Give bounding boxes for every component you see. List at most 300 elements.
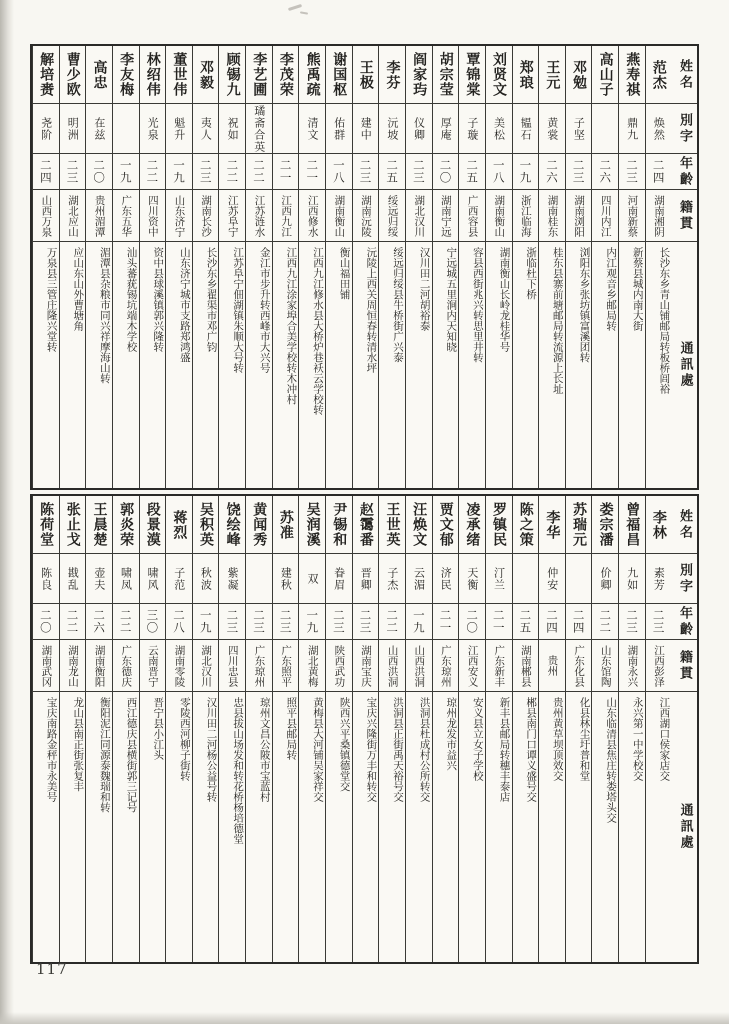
- header-native: 籍貫: [671, 640, 697, 692]
- person-name: 董世伟: [166, 46, 192, 104]
- person-native: 山西万泉: [33, 190, 59, 242]
- person-alias: 佑群: [326, 104, 352, 154]
- person-age: 二二: [592, 604, 618, 640]
- person-alias: 子杰: [379, 554, 405, 604]
- person-alias: 子范: [166, 554, 192, 604]
- person-column-1: [645, 46, 672, 488]
- person-alias: 云湄: [406, 554, 432, 604]
- person-alias: [592, 104, 618, 154]
- person-alias: 光泉: [140, 104, 166, 154]
- person-age: 二五: [513, 604, 539, 640]
- person-column-14: [298, 46, 325, 488]
- person-age: 二二: [60, 604, 86, 640]
- person-column-23: [59, 46, 86, 488]
- person-alias: 建中: [353, 104, 379, 154]
- person-name: 郭炎荣: [113, 496, 139, 554]
- person-age: 二一: [299, 154, 325, 190]
- person-native: 湖南永兴: [619, 640, 645, 692]
- person-address: 汉川田二河杨公益号转: [205, 697, 218, 802]
- person-native: 湖南长沙: [193, 190, 219, 242]
- person-native: 广东琼州: [246, 640, 272, 692]
- person-name: 赵霭番: [353, 496, 379, 554]
- person-column-4: [565, 46, 592, 488]
- person-address: 内江观音乡邮局转: [605, 247, 618, 331]
- person-alias: 天衡: [459, 554, 485, 604]
- directory-table-top: [30, 44, 699, 490]
- person-name: 陈之策: [513, 496, 539, 554]
- person-column-7: [485, 496, 512, 962]
- person-address: 江苏阜宁佃湖镇朱顺大号转: [232, 247, 245, 373]
- header-address: 通訊處: [677, 803, 693, 851]
- person-alias: 韫石: [513, 104, 539, 154]
- person-age: 一九: [193, 604, 219, 640]
- person-native: 江西安义: [459, 640, 485, 692]
- person-native: 河南新蔡: [619, 190, 645, 242]
- person-age: 三〇: [140, 604, 166, 640]
- person-address: 新蔡县城内南大街: [631, 247, 644, 331]
- person-name: 李华: [539, 496, 565, 554]
- person-address: 长沙东乡翟渠市邓广钧: [205, 247, 218, 352]
- person-name: 顾锡九: [219, 46, 245, 104]
- person-column-10: [405, 496, 432, 962]
- person-name: 饶绘峰: [219, 496, 245, 554]
- person-age: 一九: [299, 604, 325, 640]
- person-native: 广东新丰: [486, 640, 512, 692]
- person-alias: 价卿: [592, 554, 618, 604]
- person-address: 忠县拔山场发和转花桥杨培德堂: [232, 697, 245, 844]
- person-age: 二四: [33, 154, 59, 190]
- person-native: 广东琼州: [433, 640, 459, 692]
- person-native: 四川忠县: [219, 640, 245, 692]
- person-column-17: [218, 496, 245, 962]
- person-name: 曹少欧: [60, 46, 86, 104]
- person-native: 四川内江: [592, 190, 618, 242]
- person-native: 山东济宁: [166, 190, 192, 242]
- person-alias: 汀兰: [486, 554, 512, 604]
- person-age: 二四: [539, 604, 565, 640]
- person-native: 陕西武功: [326, 640, 352, 692]
- person-name: 李林: [646, 496, 672, 554]
- person-age: 二八: [166, 604, 192, 640]
- person-age: 二一: [433, 604, 459, 640]
- person-age: 二二: [219, 154, 245, 190]
- person-name: 谢国枢: [326, 46, 352, 104]
- person-age: 一九: [113, 154, 139, 190]
- person-age: 二三: [566, 154, 592, 190]
- person-age: 一八: [326, 154, 352, 190]
- person-address: 洪洞县杜成村公所转交: [418, 697, 431, 802]
- person-native: 湖北黄梅: [299, 640, 325, 692]
- person-age: 二一: [273, 154, 299, 190]
- person-address: 郴县南门口谭义盛号交: [525, 697, 538, 802]
- person-column-4: [565, 496, 592, 962]
- person-address: 江西九江涂家埠合美学校转木冲村: [285, 247, 298, 405]
- person-address: 长沙东乡青山铺邮局转板桥闾裕: [658, 247, 671, 394]
- person-alias: 厚庵: [433, 104, 459, 154]
- person-age: 二三: [326, 604, 352, 640]
- directory-table-bottom: [30, 494, 699, 964]
- person-column-16: [245, 46, 272, 488]
- person-column-18: [192, 46, 219, 488]
- person-age: 一九: [406, 604, 432, 640]
- person-name: 段景漠: [140, 496, 166, 554]
- person-column-19: [165, 46, 192, 488]
- person-name: 覃锦棠: [459, 46, 485, 104]
- person-alias: 仲安: [539, 554, 565, 604]
- person-column-21: [112, 46, 139, 488]
- person-alias: 黄裳: [539, 104, 565, 154]
- person-native: 广西容县: [459, 190, 485, 242]
- person-name: 尹锡和: [326, 496, 352, 554]
- person-name: 吴润溪: [299, 496, 325, 554]
- person-alias: 魁升: [166, 104, 192, 154]
- person-alias: 秋波: [193, 554, 219, 604]
- header-native: 籍貫: [671, 190, 697, 242]
- person-native: 湖南郴县: [513, 640, 539, 692]
- person-alias: 子璇: [459, 104, 485, 154]
- person-age: 二五: [459, 154, 485, 190]
- person-column-3: [591, 46, 618, 488]
- person-age: 二二: [140, 154, 166, 190]
- person-alias: 焕然: [646, 104, 672, 154]
- person-native: 江西彭泽: [646, 640, 672, 692]
- person-address: 衡阳泥江同源泰魏瑞和转: [98, 697, 111, 813]
- person-name: 娄宗潘: [592, 496, 618, 554]
- person-address: 江西九江修水县大桥炉巷袄云学校转: [312, 247, 325, 415]
- person-native: 湖南沅陵: [353, 190, 379, 242]
- person-alias: 美松: [486, 104, 512, 154]
- person-column-19: [165, 496, 192, 962]
- person-age: 二六: [86, 604, 112, 640]
- person-age: 二五: [379, 154, 405, 190]
- person-name: 邓勉: [566, 46, 592, 104]
- person-native: 湖南衡阳: [86, 640, 112, 692]
- person-address: 资中县球溪镇郭兴隆转: [152, 247, 165, 352]
- person-column-2: [618, 46, 645, 488]
- person-name: 王世英: [379, 496, 405, 554]
- person-age: 二三: [406, 154, 432, 190]
- person-column-1: [645, 496, 672, 962]
- person-address: 安义县立女子学校: [471, 697, 484, 781]
- person-native: 湖南桂东: [539, 190, 565, 242]
- person-age: 二二: [113, 604, 139, 640]
- person-address: 湖南衡山长岭龙桂华号: [498, 247, 511, 352]
- person-address: 永兴第一中学校交: [631, 697, 644, 781]
- person-native: 湖南宝庆: [353, 640, 379, 692]
- person-column-17: [218, 46, 245, 488]
- person-native: 广东五华: [113, 190, 139, 242]
- person-column-20: [139, 496, 166, 962]
- person-age: 二六: [592, 154, 618, 190]
- person-alias: 建秋: [273, 554, 299, 604]
- person-name: 陈荷堂: [33, 496, 59, 554]
- person-address: 沅陵上西关周恒春转清水坪: [365, 247, 378, 373]
- person-native: 湖北应山: [60, 190, 86, 242]
- person-native: 江西九江: [273, 190, 299, 242]
- person-name: 林绍伟: [140, 46, 166, 104]
- person-age: 二二: [379, 604, 405, 640]
- person-age: 二三: [193, 154, 219, 190]
- header-column: [671, 496, 697, 962]
- person-column-5: [538, 496, 565, 962]
- person-address: 浙临杜下桥: [525, 247, 538, 300]
- person-native: 湖南衡山: [326, 190, 352, 242]
- person-native: 江苏阜宁: [219, 190, 245, 242]
- person-column-6: [512, 46, 539, 488]
- person-address: 山东临清县焦庄转娄塔头交: [605, 697, 618, 823]
- person-column-5: [538, 46, 565, 488]
- person-name: 李友梅: [113, 46, 139, 104]
- scan-edge-left: [0, 0, 14, 1024]
- person-address: 桂东县寨前塘邮局转流源上长址: [551, 247, 564, 394]
- person-name: 燕寿祺: [619, 46, 645, 104]
- person-address: 化县林尘圩普和堂: [578, 697, 591, 781]
- person-age: 二一: [486, 604, 512, 640]
- person-age: 二〇: [459, 604, 485, 640]
- person-address: 宁远城五里涧内天知晓: [445, 247, 458, 352]
- person-name: 黄闻秀: [246, 496, 272, 554]
- person-native: 湖南武冈: [33, 640, 59, 692]
- header-age: 年齡: [671, 154, 697, 190]
- person-alias: 祝如: [219, 104, 245, 154]
- person-address: 琼州龙发市益兴: [445, 697, 458, 771]
- person-address: 宝庆兴隆街万丰和转交: [365, 697, 378, 802]
- person-column-6: [512, 496, 539, 962]
- person-native: 广东照平: [273, 640, 299, 692]
- person-address: 汉川田二河胡裕泰: [418, 247, 431, 331]
- person-address: 江西湖口侯家店交: [658, 697, 671, 781]
- person-age: 二三: [273, 604, 299, 640]
- person-column-22: [85, 496, 112, 962]
- person-age: 二六: [539, 154, 565, 190]
- person-column-10: [405, 46, 432, 488]
- person-alias: 眷眉: [326, 554, 352, 604]
- person-column-16: [245, 496, 272, 962]
- person-alias: 仪卿: [406, 104, 432, 154]
- person-column-11: [378, 46, 405, 488]
- person-name: 王晨楚: [86, 496, 112, 554]
- person-native: 湖南龙山: [60, 640, 86, 692]
- person-alias: [273, 104, 299, 154]
- person-column-22: [85, 46, 112, 488]
- person-name: 李茂荣: [273, 46, 299, 104]
- person-alias: 在兹: [86, 104, 112, 154]
- person-address: 宝庆南路金秤市永美号: [45, 697, 58, 802]
- person-alias: 陈良: [33, 554, 59, 604]
- person-name: 胡宗莹: [433, 46, 459, 104]
- person-name: 张止戈: [60, 496, 86, 554]
- person-column-11: [378, 496, 405, 962]
- person-native: 湖北汉川: [193, 640, 219, 692]
- person-address: 衡山福田铺: [338, 247, 351, 300]
- person-alias: 晋卿: [353, 554, 379, 604]
- person-age: 二三: [60, 154, 86, 190]
- person-native: 湖南衡山: [486, 190, 512, 242]
- person-address: 浏阳东乡张坊镇富溪团转: [578, 247, 591, 363]
- person-column-9: [432, 46, 459, 488]
- person-age: 一九: [166, 154, 192, 190]
- person-name: 刘贤文: [486, 46, 512, 104]
- header-name: 姓名: [671, 46, 697, 104]
- person-age: 二三: [219, 604, 245, 640]
- person-age: 二〇: [86, 154, 112, 190]
- person-alias: [513, 554, 539, 604]
- person-address: 新丰县邮局转穗丰泰店: [498, 697, 511, 802]
- header-column: [671, 46, 697, 488]
- person-native: 云南晋宁: [140, 640, 166, 692]
- person-alias: 啸凤: [113, 554, 139, 604]
- header-alias: 別字: [671, 554, 697, 604]
- person-age: 二三: [246, 604, 272, 640]
- person-address: 晋宁县小江头: [152, 697, 165, 760]
- person-address: 湄潭县杂粮市同兴祥摩海山转: [98, 247, 111, 384]
- person-address: 应山东山外曹塘角: [72, 247, 85, 331]
- person-native: 绥远归绥: [379, 190, 405, 242]
- person-native: 湖南零陵: [166, 640, 192, 692]
- header-name: 姓名: [671, 496, 697, 554]
- person-address: 绥远归绥县牛桥街广兴泰: [391, 247, 404, 363]
- person-column-3: [591, 496, 618, 962]
- person-native: 广东德庆: [113, 640, 139, 692]
- person-age: 二三: [646, 604, 672, 640]
- person-native: 广东化县: [566, 640, 592, 692]
- person-name: 高山子: [592, 46, 618, 104]
- person-name: 王元: [539, 46, 565, 104]
- person-native: 湖南浏阳: [566, 190, 592, 242]
- person-column-24: [32, 496, 59, 962]
- person-age: 二四: [566, 604, 592, 640]
- person-alias: 双: [299, 554, 325, 604]
- person-alias: 明洲: [60, 104, 86, 154]
- person-age: 二四: [646, 154, 672, 190]
- person-alias: 素芳: [646, 554, 672, 604]
- person-alias: 啸风: [140, 554, 166, 604]
- person-address: 山东济宁城市支路郑鸿盛: [178, 247, 191, 363]
- person-name: 蒋烈: [166, 496, 192, 554]
- person-column-23: [59, 496, 86, 962]
- person-address: 黄梅县大河铺吴家祥交: [312, 697, 325, 802]
- person-address: 琼州文昌公陂市宝蓝村: [258, 697, 271, 802]
- person-column-12: [352, 46, 379, 488]
- person-age: 一八: [486, 154, 512, 190]
- page-number: 117: [36, 960, 68, 978]
- person-native: 湖北汉川: [406, 190, 432, 242]
- person-address: 洪洞县正街禹天裕号交: [391, 697, 404, 802]
- person-column-15: [272, 46, 299, 488]
- person-address: 贵州黄草坝顶效交: [551, 697, 564, 781]
- person-alias: [566, 554, 592, 604]
- person-native: 湖南宁远: [433, 190, 459, 242]
- person-age: 一九: [513, 154, 539, 190]
- person-column-14: [298, 496, 325, 962]
- person-column-21: [112, 496, 139, 962]
- person-address: 西江德庆县横街郭三记号: [125, 697, 138, 813]
- person-name: 熊禹疏: [299, 46, 325, 104]
- header-alias: 別字: [671, 104, 697, 154]
- person-column-12: [352, 496, 379, 962]
- person-alias: 子坚: [566, 104, 592, 154]
- person-alias: [113, 104, 139, 154]
- person-name: 李芬: [379, 46, 405, 104]
- person-name: 贾文郁: [433, 496, 459, 554]
- person-column-7: [485, 46, 512, 488]
- scan-edge-bottom: [0, 1012, 729, 1024]
- scan-noise-mark: [300, 11, 308, 14]
- person-column-15: [272, 496, 299, 962]
- person-name: 罗镇民: [486, 496, 512, 554]
- person-age: 二三: [619, 604, 645, 640]
- person-address: 陕西兴平桑镇德堂交: [338, 697, 351, 792]
- person-name: 李艺圃: [246, 46, 272, 104]
- person-column-8: [458, 46, 485, 488]
- person-name: 阎家玙: [406, 46, 432, 104]
- person-native: 山东馆陶: [592, 640, 618, 692]
- person-address: 龙山县南正街张复丰: [72, 697, 85, 792]
- scan-noise-mark: [288, 4, 302, 11]
- person-name: 曾福昌: [619, 496, 645, 554]
- person-age: 二三: [353, 154, 379, 190]
- person-name: 郑琅: [513, 46, 539, 104]
- person-alias: 戡乱: [60, 554, 86, 604]
- person-name: 凌承绪: [459, 496, 485, 554]
- person-address: 金江市步升转西峰市大兴号: [258, 247, 271, 373]
- person-age: 二〇: [433, 154, 459, 190]
- person-age: 二三: [353, 604, 379, 640]
- person-name: 苏瑞元: [566, 496, 592, 554]
- person-age: 二三: [619, 154, 645, 190]
- person-address: 万泉县三管庄隆兴堂转: [45, 247, 58, 352]
- person-name: 王极: [353, 46, 379, 104]
- person-address: 容县西街兆兴转思里井转: [471, 247, 484, 363]
- person-name: 解培赉: [33, 46, 59, 104]
- person-alias: 壶夫: [86, 554, 112, 604]
- person-native: 贵州: [539, 640, 565, 692]
- person-native: 浙江临海: [513, 190, 539, 242]
- person-alias: 璚斋合英: [246, 104, 272, 154]
- person-column-2: [618, 496, 645, 962]
- person-alias: 尧阶: [33, 104, 59, 154]
- person-native: 江西修水: [299, 190, 325, 242]
- person-alias: 鼎九: [619, 104, 645, 154]
- person-column-13: [325, 496, 352, 962]
- person-name: 邓毅: [193, 46, 219, 104]
- person-age: 二〇: [33, 604, 59, 640]
- person-alias: 紫凝: [219, 554, 245, 604]
- person-column-8: [458, 496, 485, 962]
- person-address: 零陵西河柳子街转: [178, 697, 191, 781]
- person-column-18: [192, 496, 219, 962]
- person-native: 湖南湘阴: [646, 190, 672, 242]
- header-address: 通訊處: [677, 341, 693, 389]
- person-native: 山西洪洞: [406, 640, 432, 692]
- person-name: 高忠: [86, 46, 112, 104]
- person-column-20: [139, 46, 166, 488]
- person-age: 二二: [246, 154, 272, 190]
- person-name: 吴积英: [193, 496, 219, 554]
- person-address: 照平县邮局转: [285, 697, 298, 760]
- person-address: 汕头蕃莸锡坑端木学校: [125, 247, 138, 352]
- person-alias: 沅坡: [379, 104, 405, 154]
- person-alias: 夷人: [193, 104, 219, 154]
- person-alias: 九如: [619, 554, 645, 604]
- header-age: 年齡: [671, 604, 697, 640]
- person-native: 四川资中: [140, 190, 166, 242]
- person-alias: 清文: [299, 104, 325, 154]
- person-name: 苏准: [273, 496, 299, 554]
- person-column-24: [32, 46, 59, 488]
- person-native: 贵州湄潭: [86, 190, 112, 242]
- person-alias: [246, 554, 272, 604]
